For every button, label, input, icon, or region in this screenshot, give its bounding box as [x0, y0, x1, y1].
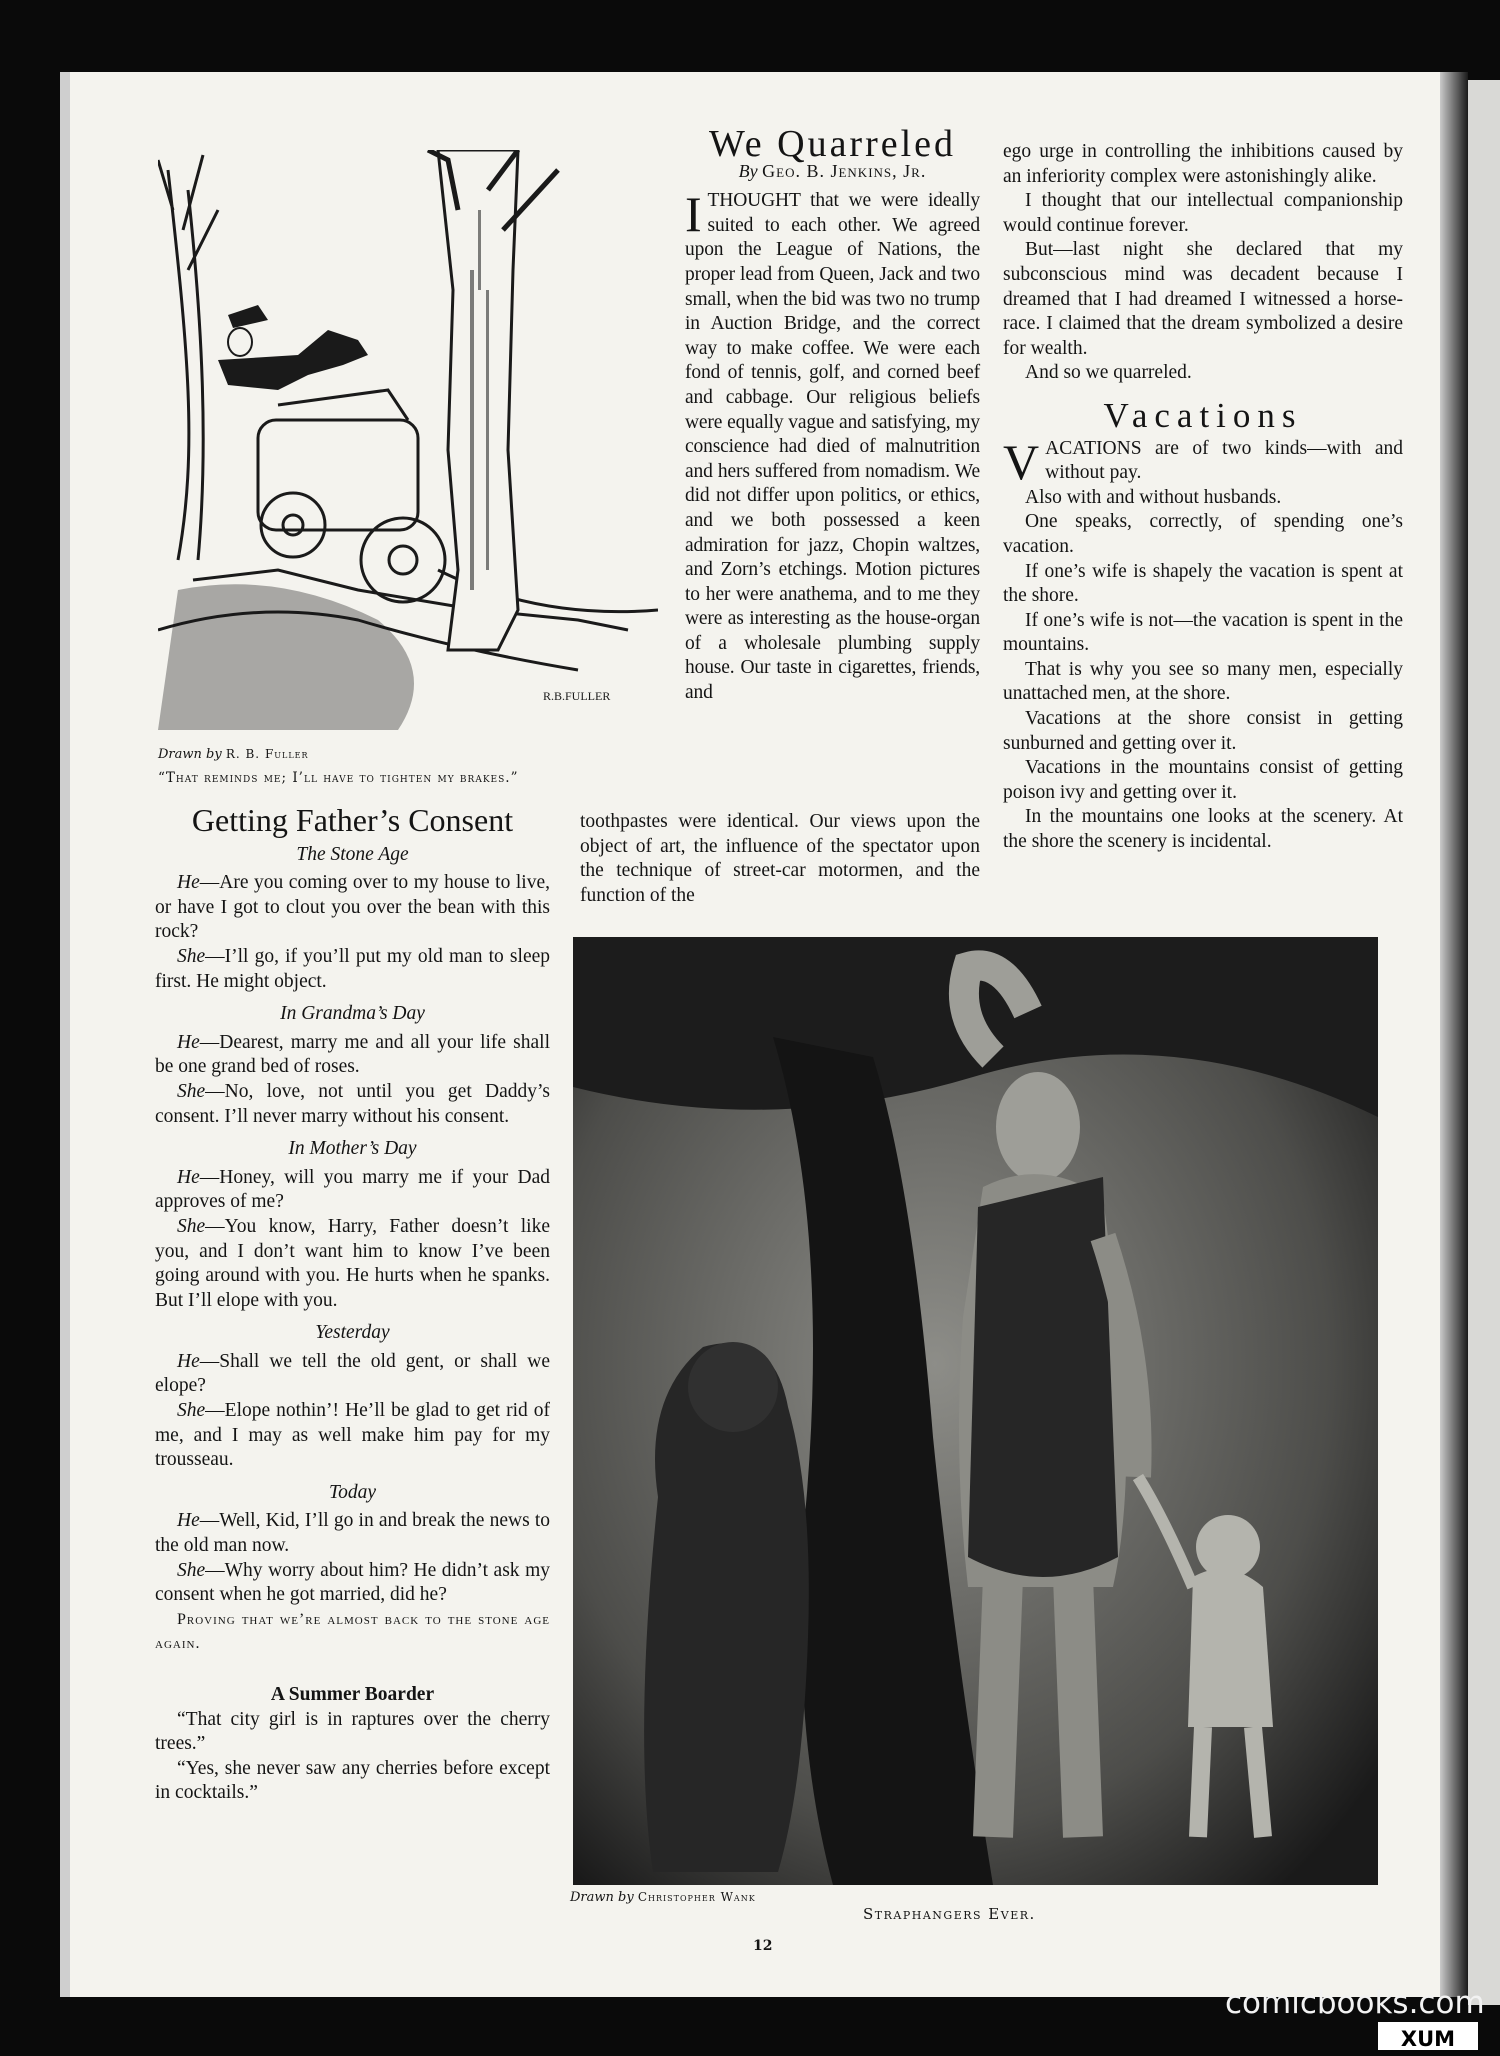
- vacations-paragraph-1: [1003, 433, 1403, 490]
- byline-name: Geo. B. Jenkins, Jr.: [762, 160, 927, 181]
- line-text: —Honey, will you marry me if your Dad approves of me?: [155, 1166, 550, 1213]
- mother-he: [155, 1166, 550, 1215]
- vacations-paragraph-4: If one’s wife is shapely the vacation is spent at the shore.: [1003, 560, 1403, 607]
- page-number: 12: [753, 1938, 773, 1954]
- vacations-paragraph-6: That is why you see so many men, especially unattached men, at the shore.: [1003, 658, 1403, 705]
- yesterday-she: [155, 1399, 550, 1473]
- line-text: —I’ll go, if you’ll put my old man to sleep first. He might object.: [155, 945, 550, 992]
- summer-boarder-line-1: “That city girl is in raptures over the cherry trees.”: [155, 1708, 550, 1755]
- stone-age-she: [155, 945, 550, 994]
- we-quarreled-paragraph-1c: ego urge in controlling the inhibitions caused by an inferiority complex were astonishingly alike.: [1003, 141, 1403, 187]
- line-text: —Dearest, marry me and all your life shall be one grand bed of roses.: [155, 1031, 550, 1078]
- section-grandmas-day: In Grandma’s Day: [280, 1003, 425, 1025]
- grandma-he: [155, 1031, 550, 1080]
- vacations-paragraph-3: One speaks, correctly, of spending one’s vacation.: [1003, 511, 1403, 557]
- byline-prefix: By: [738, 160, 758, 181]
- speaker-she: She: [177, 1080, 206, 1102]
- vacations-paragraph-7: Vacations at the shore consist in getting sunburned and getting over it.: [1003, 708, 1403, 754]
- painting-caption: Straphangers Ever.: [863, 1905, 1036, 1923]
- speaker-he: He: [177, 1350, 200, 1372]
- today-she: [155, 1559, 550, 1608]
- section-mothers-day: In Mother’s Day: [288, 1138, 417, 1160]
- speaker-she: She: [177, 1215, 206, 1237]
- we-quarreled-continuation: [580, 810, 980, 908]
- cartoon-signature: R.B.FULLER: [543, 689, 611, 703]
- we-quarreled-paragraph-3: But—last night she declared that my subconscious mind was decadent because I dreamed that I had dreamed I witnessed a horse-race. I claimed that the dream symbolized a desire for wealth.: [1003, 239, 1403, 359]
- speaker-she: She: [177, 945, 206, 967]
- grandma-she: [155, 1080, 550, 1129]
- vacations-paragraph-5: If one’s wife is not—the vacation is spent in the mountains.: [1003, 609, 1403, 656]
- car-crash-cartoon: [158, 150, 658, 740]
- speaker-she: She: [177, 1400, 206, 1422]
- fathers-consent-closing: Proving that we’re almost back to the stone age again.: [155, 1610, 550, 1653]
- vacations-paragraph-9: In the mountains one looks at the scenery. At the shore the scenery is incidental.: [1003, 806, 1403, 853]
- line-text: —Why worry about him? He didn’t ask my consent when he got married, did he?: [155, 1559, 550, 1606]
- source-badge: XUM: [1378, 2022, 1478, 2050]
- vacations-text-1: ACATIONS are of two kinds—with and without pay.: [1045, 437, 1403, 484]
- speaker-he: He: [177, 1510, 200, 1532]
- fathers-consent-column: [155, 802, 550, 1806]
- speaker-he: He: [177, 1166, 200, 1188]
- speaker-he: He: [177, 1031, 200, 1053]
- section-stone-age: The Stone Age: [296, 843, 409, 865]
- mother-she: [155, 1215, 550, 1313]
- dropcap-v: V: [1003, 433, 1040, 490]
- right-column: [1003, 140, 1403, 855]
- painting-image: [573, 937, 1378, 1885]
- fathers-consent-title: Getting Father’s Consent: [191, 802, 514, 838]
- watermark: comicbooks.com: [1225, 1985, 1485, 2021]
- we-quarreled-paragraph-1b: toothpastes were identical. Our views upon the object of art, the influence of the spectator upon the technique of street-car motormen, and the function of the: [580, 811, 980, 906]
- cartoon-credit: [158, 747, 309, 762]
- page-binding-edge: [60, 72, 70, 1997]
- stone-age-he: [155, 871, 550, 945]
- credit-prefix: Drawn by: [158, 747, 222, 762]
- painting-credit: [570, 1890, 756, 1905]
- line-text: —No, love, not until you get Daddy’s consent. I’ll never marry without his consent.: [155, 1080, 550, 1127]
- speaker-he: He: [177, 872, 200, 894]
- summer-boarder-title: A Summer Boarder: [270, 1684, 435, 1705]
- we-quarreled-text-1a: THOUGHT that we were ideally suited to each other. We agreed upon the League of Nations, the proper lead from Queen, Jack and two small, when the bid was two no trump in Auction Bridge, and the correct way to make coffee. We were each fond of tennis, golf, and corned beef and cabbage. Our religious beliefs were equally vague and satisfying, my conscience had died of malnutrition and hers suffered from nomadism. We did not differ upon politics, or ethics, and we both possessed a keen admiration for jazz, Chopin waltzes, and Zorn’s etchings. Motion pictures to her were anathema, and to me they were as interesting as the house-organ of a wholesale plumbing supply house. Our taste in cigarettes, friends, and: [685, 190, 980, 704]
- line-text: —Well, Kid, I’ll go in and break the news to the old man now.: [155, 1510, 550, 1557]
- we-quarreled-paragraph-4: And so we quarreled.: [1025, 362, 1192, 384]
- yesterday-he: [155, 1350, 550, 1399]
- we-quarreled-paragraph-2: I thought that our intellectual companionship would continue forever.: [1003, 190, 1403, 236]
- vacations-paragraph-2: Also with and without husbands.: [1025, 486, 1282, 508]
- we-quarreled-paragraph-1a: [685, 186, 980, 705]
- section-today: Today: [329, 1481, 376, 1503]
- vacations-title: Vacations: [1103, 395, 1303, 435]
- summer-boarder-line-2: “Yes, she never saw any cherries before except in cocktails.”: [155, 1757, 550, 1804]
- credit-name: Christopher Wank: [637, 1890, 756, 1904]
- straphangers-painting: [573, 937, 1378, 1885]
- we-quarreled-title: We Quarreled: [708, 123, 957, 165]
- line-text: —Are you coming over to my house to live, or have I got to clout you over the bean with this rock?: [155, 872, 550, 943]
- page-gutter-shadow: [1440, 72, 1468, 1997]
- we-quarreled-column: [685, 123, 980, 706]
- cartoon-caption: “That reminds me; I’ll have to tighten my brakes.”: [158, 770, 519, 786]
- line-text: —Elope nothin’! He’ll be glad to get rid of me, and I may as well make him pay for my trousseau.: [155, 1400, 550, 1471]
- dropcap-i: I: [685, 186, 702, 243]
- vacations-paragraph-8: Vacations in the mountains consist of getting poison ivy and getting over it.: [1003, 757, 1403, 803]
- section-yesterday: Yesterday: [315, 1322, 390, 1344]
- next-page-edge: [1468, 80, 1500, 2005]
- line-text: —You know, Harry, Father doesn’t like you, and I don’t want him to know I’ve been going around with you. He hurts when he spanks. But I’ll elope with you.: [155, 1215, 550, 1311]
- line-text: —Shall we tell the old gent, or shall we elope?: [155, 1350, 550, 1397]
- today-he: [155, 1509, 550, 1558]
- credit-name: R. B. Fuller: [225, 747, 309, 761]
- credit-prefix: Drawn by: [570, 1890, 634, 1905]
- speaker-she: She: [177, 1559, 206, 1581]
